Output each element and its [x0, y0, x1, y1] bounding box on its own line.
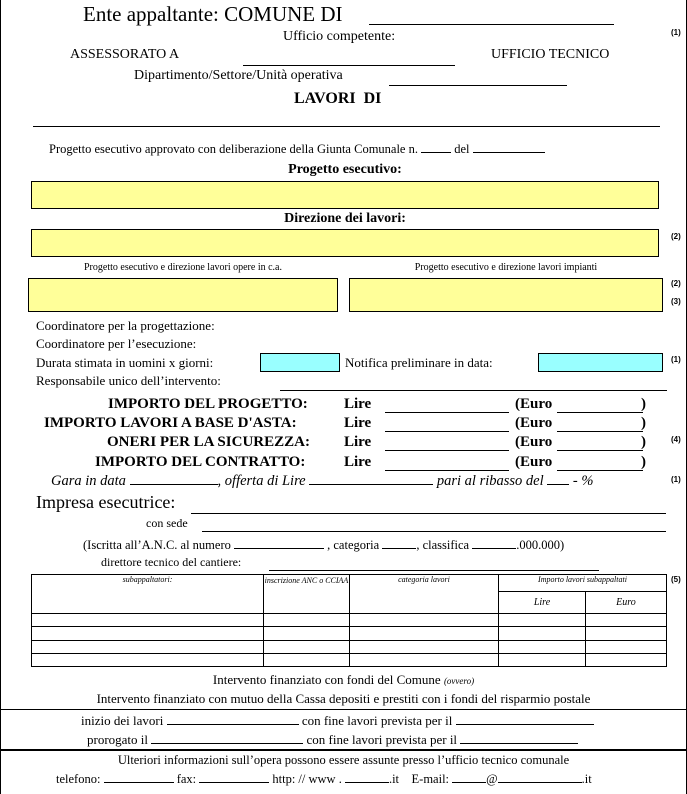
table-row — [32, 654, 667, 667]
telefono-blank — [104, 770, 174, 783]
importo-header: Importo lavori subappaltati — [499, 575, 667, 592]
email-domain-blank — [498, 770, 582, 783]
impianti-field[interactable] — [349, 278, 663, 312]
note-1: (1) — [671, 28, 681, 37]
opere-ca-label: Progetto esecutivo e direzione lavori opere in c.a. — [84, 262, 282, 273]
euro-header: Euro — [586, 592, 667, 614]
separator-2 — [1, 749, 686, 751]
ente-appaltante — [83, 2, 343, 27]
euro-blank-2 — [557, 431, 643, 432]
durata-field[interactable] — [260, 353, 340, 372]
notifica-label: Notifica preliminare in data: — [345, 355, 493, 370]
it-label-1: .it — [388, 772, 400, 786]
inizio-line — [81, 712, 594, 729]
note-1c: (1) — [671, 475, 681, 484]
inizio-blank — [167, 712, 299, 725]
lire-blank-3 — [385, 450, 509, 451]
lavori-di: LAVORI DI — [294, 90, 382, 107]
at-label: @ — [486, 772, 498, 786]
inizio-label: inizio dei lavori — [81, 713, 164, 728]
table-row — [32, 627, 667, 641]
email-label: E-mail: — [411, 772, 450, 786]
assessorato: ASSESSORATO A — [70, 47, 180, 62]
importo-contratto-label: IMPORTO DEL CONTRATTO: — [95, 454, 306, 470]
del-label: del — [454, 142, 470, 156]
gara-data-blank — [130, 472, 218, 485]
euro-close-4: ) — [641, 454, 646, 470]
offerta-label: , offerta di Lire — [217, 473, 306, 489]
gara-in-data: Gara in data — [51, 473, 126, 489]
progetto-esecutivo-title: Progetto esecutivo: — [288, 162, 402, 177]
euro-blank-3 — [557, 450, 643, 451]
iscrizione-label: (Iscritta all’A.N.C. al numero — [83, 538, 231, 552]
euro-label-3: (Euro — [515, 434, 553, 450]
email-user-blank — [452, 770, 486, 783]
importo-asta-label: IMPORTO LAVORI A BASE D'ASTA: — [44, 415, 297, 431]
sede-blank — [202, 531, 666, 532]
note-2a: (2) — [671, 232, 681, 241]
fondi-comune-line — [1, 672, 686, 688]
opere-ca-field[interactable] — [28, 278, 338, 312]
euro-close-3: ) — [641, 434, 646, 450]
euro-label-2: (Euro — [515, 415, 553, 431]
approvato-text: Progetto esecutivo approvato con deliberazione della Giunta Comunale n. — [49, 142, 418, 156]
lire-label-4: Lire — [344, 454, 372, 470]
delibera-data-blank — [473, 140, 545, 153]
dipartimento-blank — [389, 85, 567, 86]
fine-blank — [456, 712, 594, 725]
gara-line — [51, 472, 593, 490]
ovvero: (ovvero) — [443, 676, 475, 686]
euro-label-4: (Euro — [515, 454, 553, 470]
iscrizione-numero-blank — [234, 536, 324, 549]
http-label: http: // www . — [272, 772, 342, 786]
progetto-esecutivo-field[interactable] — [31, 181, 659, 209]
fondi-comune: Intervento finanziato con fondi del Comune — [212, 672, 441, 687]
table-row — [32, 614, 667, 627]
percent-label: - % — [572, 473, 594, 489]
note-3: (3) — [671, 297, 681, 306]
responsabile-label: Responsabile unico dell’intervento: — [36, 373, 221, 388]
direzione-lavori-field[interactable] — [31, 229, 659, 257]
lire-label-3: Lire — [344, 434, 372, 450]
lire-blank-2 — [385, 431, 509, 432]
progetto-approvato — [49, 140, 545, 157]
lire-label-2: Lire — [344, 415, 372, 431]
prorogato-label: prorogato il — [87, 732, 149, 747]
impresa-label: Impresa esecutrice: — [36, 492, 176, 512]
categoria-label: , categoria — [327, 538, 380, 552]
ente-blank — [369, 24, 614, 25]
notifica-field[interactable] — [538, 353, 663, 372]
dipartimento: Dipartimento/Settore/Unità operativa — [134, 68, 343, 83]
euro-close-2: ) — [641, 415, 646, 431]
note-4: (4) — [671, 435, 681, 444]
fax-label: fax: — [176, 772, 197, 786]
note-5: (5) — [671, 575, 681, 584]
fine-label: con fine lavori prevista per il — [301, 713, 453, 728]
telefono-label: telefono: — [56, 772, 101, 786]
note-2b: (2) — [671, 279, 681, 288]
categoria-header: categoria lavori — [350, 575, 499, 614]
ribasso-blank — [547, 472, 569, 485]
coord-esecuzione: Coordinatore per l’esecuzione: — [36, 336, 197, 351]
euro-blank-4 — [557, 470, 643, 471]
table-row — [32, 641, 667, 654]
lire-label-1: Lire — [344, 396, 372, 412]
lire-blank-4 — [385, 470, 509, 471]
it-label-2: .it — [581, 772, 592, 786]
lire-header: Lire — [499, 592, 586, 614]
prorogato-blank — [151, 731, 303, 744]
iscrizione-line — [83, 536, 564, 553]
assessorato-blank — [243, 65, 455, 66]
note-1b: (1) — [671, 355, 681, 364]
subappaltatori-header: subappaltatori: — [32, 575, 264, 614]
coord-progettazione: Coordinatore per la progettazione: — [36, 318, 215, 333]
contatti-line — [56, 770, 592, 787]
http-blank — [345, 770, 389, 783]
mutuo-line: Intervento finanziato con mutuo della Cassa depositi e prestiti con i fondi del risparmio postale — [96, 691, 591, 706]
iscrizione-header: inscrizione ANC o CCIAA — [264, 575, 350, 614]
euro-blank-1 — [557, 412, 643, 413]
direttore-blank — [269, 570, 599, 571]
ente-label: Ente appaltante: COMUNE DI — [83, 2, 343, 26]
separator-1 — [1, 709, 686, 710]
impianti-label: Progetto esecutivo e direzione lavori impianti — [414, 262, 598, 273]
euro-label-1: (Euro — [515, 396, 553, 412]
lire-blank-1 — [385, 412, 509, 413]
prorogato-line — [87, 731, 578, 748]
lavori-blank — [33, 126, 660, 127]
con-sede: con sede — [146, 516, 188, 530]
delibera-numero-blank — [421, 140, 451, 153]
importo-progetto-label: IMPORTO DEL PROGETTO: — [108, 396, 308, 412]
euro-close-1: ) — [641, 396, 646, 412]
classifica-suffix: .000.000) — [516, 538, 565, 552]
fax-blank — [199, 770, 269, 783]
offerta-blank — [309, 472, 433, 485]
durata-label: Durata stimata in uomini x giorni: — [36, 355, 214, 370]
direttore-label: direttore tecnico del cantiere: — [101, 555, 242, 569]
classifica-label: , classifica — [416, 538, 470, 552]
categoria-blank — [382, 536, 416, 549]
fine-blank-2 — [460, 731, 578, 744]
ulteriori-info: Ulteriori informazioni sull’opera possono essere assunte presso l’ufficio tecnico comunale — [117, 753, 570, 767]
subappalti-table — [31, 574, 667, 667]
impresa-blank — [191, 513, 666, 514]
oneri-sicurezza-label: ONERI PER LA SICUREZZA: — [107, 434, 310, 450]
fine-label-2: con fine lavori prevista per il — [306, 732, 458, 747]
ufficio-competente: Ufficio competente: — [283, 29, 396, 44]
ufficio-tecnico: UFFICIO TECNICO — [491, 47, 610, 62]
direzione-lavori-title: Direzione dei lavori: — [284, 211, 406, 226]
ribasso-label: pari al ribasso del — [436, 473, 544, 489]
classifica-blank — [472, 536, 516, 549]
responsabile-blank — [280, 390, 667, 391]
